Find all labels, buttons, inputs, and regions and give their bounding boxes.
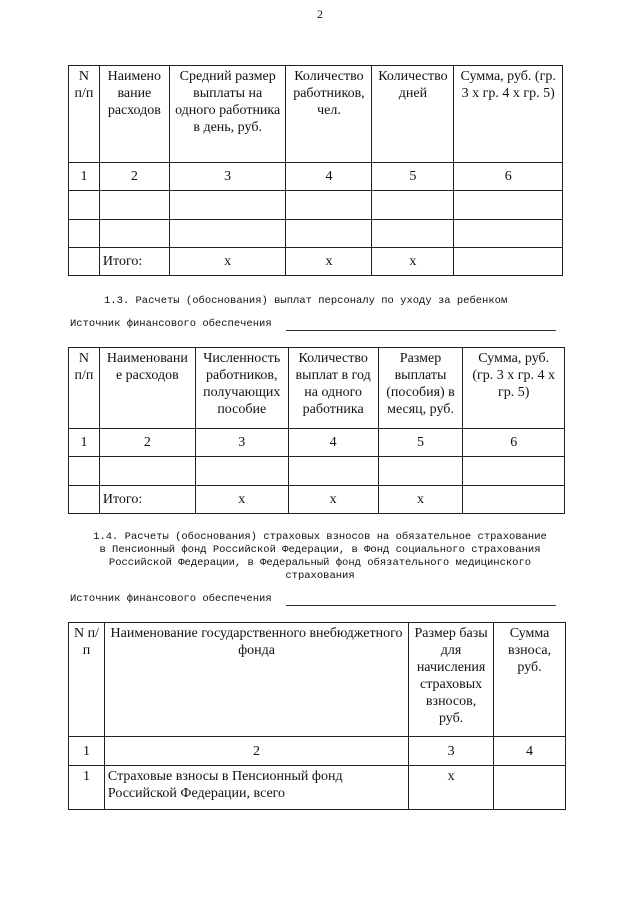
header-cell: Количество дней [372,66,454,163]
column-number: 1 [69,429,100,457]
column-number: 2 [99,429,195,457]
column-number: 2 [104,737,408,766]
table-header-row [69,348,565,429]
header-cell: Количество выплат в год на одного работника [288,348,378,429]
source-line-1-4 [70,593,556,606]
empty-row [69,220,563,248]
sum-cell [494,766,566,810]
table-child-care-payments [68,347,565,514]
header-cell: N п/п [69,623,105,737]
empty-row [69,191,563,220]
column-number: 4 [494,737,566,766]
table-header-row [69,66,563,163]
column-number: 1 [69,163,100,191]
x-mark: x [169,248,286,276]
column-number: 2 [99,163,169,191]
header-cell: Наименование государственного внебюджетного фонда [104,623,408,737]
table-row [69,766,566,810]
column-number-row [69,163,563,191]
row-number: 1 [69,766,105,810]
header-cell: Средний размер выплаты на одного работника в день, руб. [169,66,286,163]
x-mark: x [286,248,372,276]
section-title-1-4 [60,531,580,583]
header-cell: Сумма взноса, руб. [494,623,566,737]
header-cell: Наименовани е расходов [99,348,195,429]
source-line-1-3 [70,318,556,331]
section-title-line: 1.4. Расчеты (обоснования) страховых взносов на обязательное страхование [93,531,547,543]
column-number: 4 [288,429,378,457]
page-number: 2 [317,7,323,21]
header-cell: Размер выплаты (пособия) в месяц, руб. [378,348,463,429]
section-title-line: в Пенсионный фонд Российской Федерации, в Фонд социального страхования [99,544,541,556]
column-number: 3 [409,737,494,766]
column-number: 3 [169,163,286,191]
total-label: Итого: [99,486,195,514]
x-mark: x [409,766,494,810]
column-number: 1 [69,737,105,766]
section-title-line: страхования [285,570,355,582]
source-label: Источник финансового обеспечения [70,593,272,605]
header-cell: Численность работников, получающих пособие [195,348,288,429]
section-title-line: Российской Федерации, в Федеральный фонд обязательного медицинского [108,557,532,569]
total-row [69,486,565,514]
x-mark: x [288,486,378,514]
source-label: Источник финансового обеспечения [70,318,272,330]
x-mark: x [378,486,463,514]
column-number: 3 [195,429,288,457]
section-title-1-3: 1.3. Расчеты (обоснования) выплат персоналу по уходу за ребенком [104,295,508,307]
column-number-row [69,429,565,457]
header-cell: Сумма, руб. (гр. 3 х гр. 4 х гр. 5) [454,66,563,163]
header-cell: Сумма, руб. (гр. 3 х гр. 4 х гр. 5) [463,348,565,429]
table-salary-days [68,65,563,276]
empty-row [69,457,565,486]
header-cell: Размер базы для начисления страховых взносов, руб. [409,623,494,737]
total-label: Итого: [99,248,169,276]
header-cell: Наимено вание расходов [99,66,169,163]
column-number: 6 [454,163,563,191]
source-blank-field[interactable] [286,595,556,606]
column-number: 4 [286,163,372,191]
header-cell: N п/п [69,348,100,429]
x-mark: x [372,248,454,276]
column-number: 5 [372,163,454,191]
column-number-row [69,737,566,766]
fund-name: Страховые взносы в Пенсионный фонд Российской Федерации, всего [104,766,408,810]
column-number: 5 [378,429,463,457]
x-mark: x [195,486,288,514]
column-number: 6 [463,429,565,457]
header-cell: N п/п [69,66,100,163]
total-row [69,248,563,276]
header-cell: Количество работников, чел. [286,66,372,163]
table-header-row [69,623,566,737]
source-blank-field[interactable] [286,320,556,331]
table-insurance-contributions [68,622,566,810]
